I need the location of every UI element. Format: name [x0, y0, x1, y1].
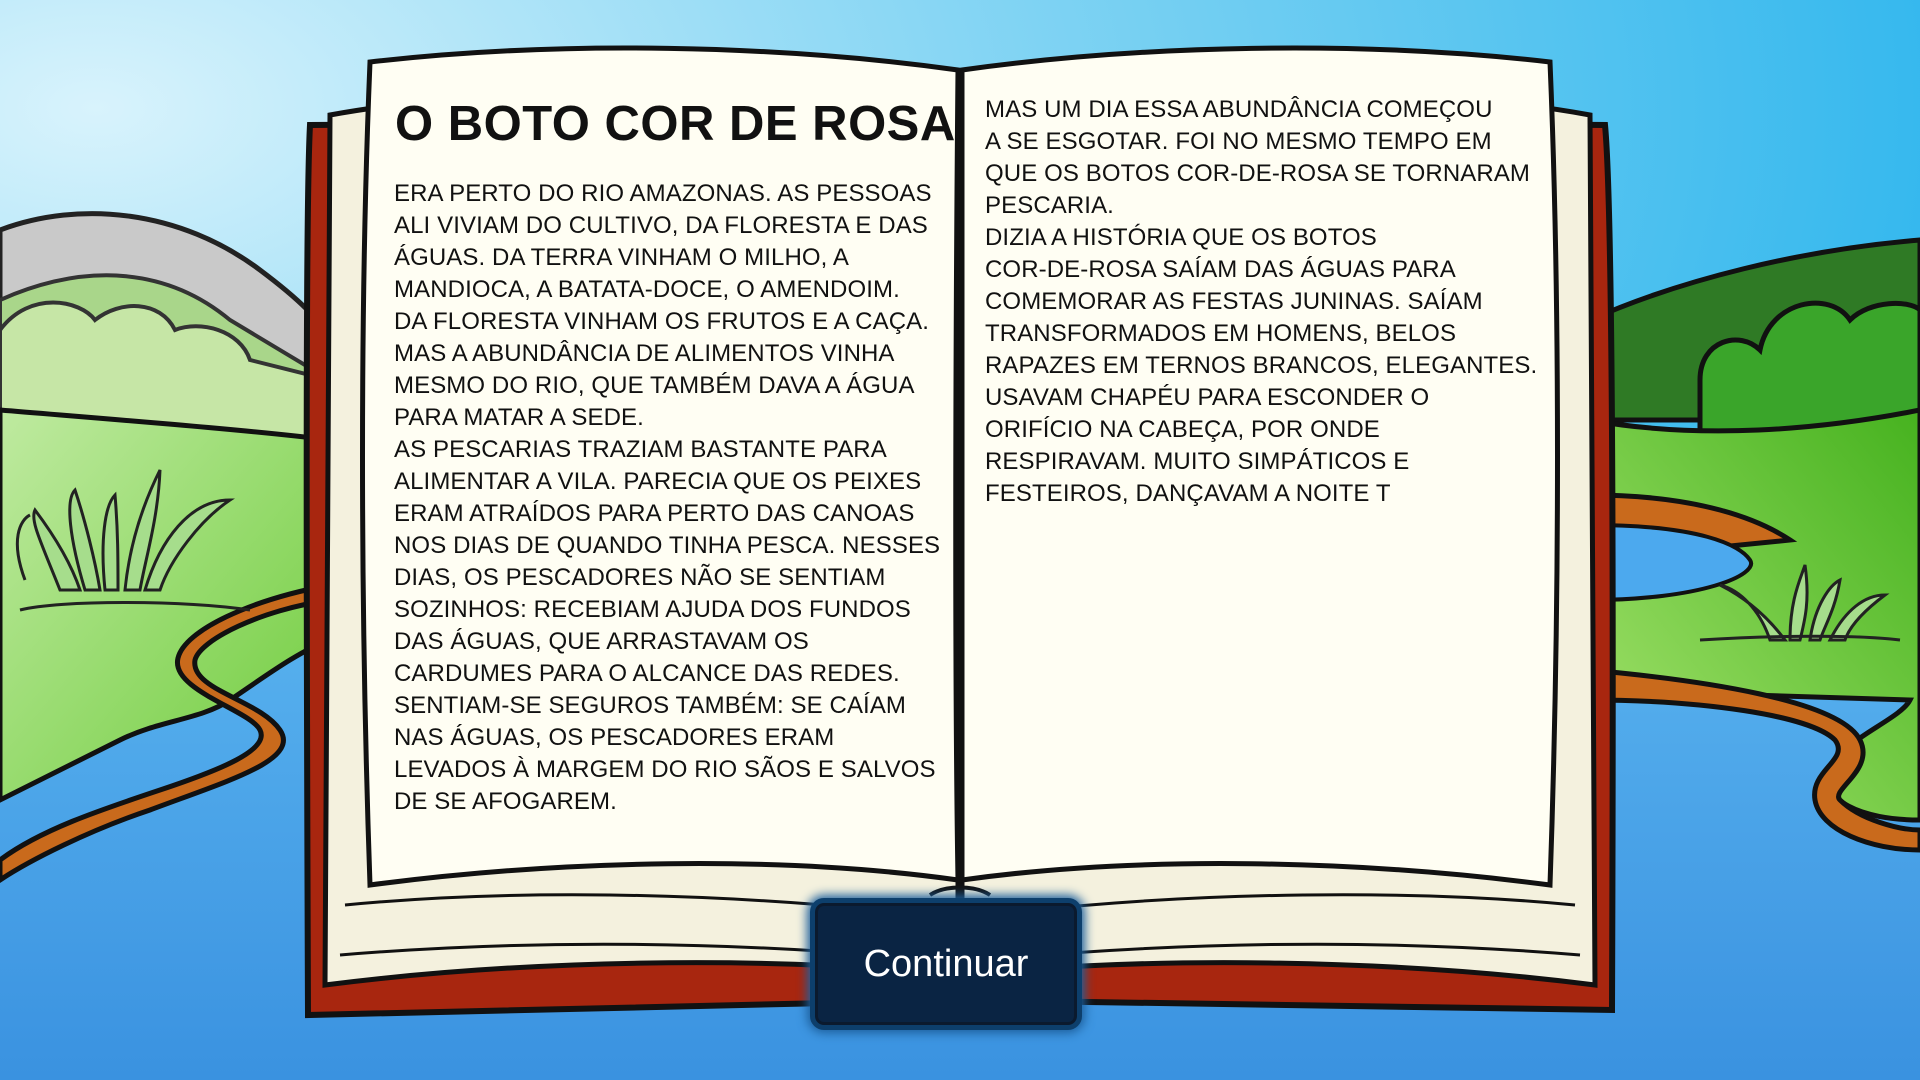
text-line: ERAM ATRAÍDOS PARA PERTO DAS CANOAS [394, 500, 915, 527]
text-line: DIZIA A HISTÓRIA QUE OS BOTOS [985, 224, 1377, 251]
text-line: ALI VIVIAM DO CULTIVO, DA FLORESTA E DAS [394, 212, 928, 239]
text-line: A SE ESGOTAR. FOI NO MESMO TEMPO EM [985, 128, 1492, 155]
text-line: NOS DIAS DE QUANDO TINHA PESCA. NESSES [394, 532, 941, 559]
text-line: COR-DE-ROSA SAÍAM DAS ÁGUAS PARA [985, 256, 1456, 283]
text-line: CARDUMES PARA O ALCANCE DAS REDES. [394, 660, 900, 687]
text-line: RESPIRAVAM. MUITO SIMPÁTICOS E [985, 448, 1410, 475]
text-line: RAPAZES EM TERNOS BRANCOS, ELEGANTES. [985, 352, 1538, 379]
text-line: ERA PERTO DO RIO AMAZONAS. AS PESSOAS [394, 180, 932, 207]
continue-button-label: Continuar [863, 942, 1029, 985]
book-spine [956, 70, 958, 880]
text-line: ALIMENTAR A VILA. PARECIA QUE OS PEIXES [394, 468, 922, 495]
text-line: MAS A ABUNDÂNCIA DE ALIMENTOS VINHA [394, 340, 895, 367]
text-line: MESMO DO RIO, QUE TAMBÉM DAVA A ÁGUA [394, 372, 915, 399]
left-page-text [394, 178, 940, 818]
text-line: QUE OS BOTOS COR-DE-ROSA SE TORNARAM [985, 160, 1531, 187]
right-page-text [985, 94, 1537, 510]
text-line: TRANSFORMADOS EM HOMENS, BELOS [985, 320, 1457, 347]
continue-button[interactable] [810, 898, 1082, 1030]
text-line: DE SE AFOGAREM. [394, 788, 617, 815]
text-line: PARA MATAR A SEDE. [394, 404, 644, 431]
text-line: SOZINHOS: RECEBIAM AJUDA DOS FUNDOS [394, 596, 911, 623]
text-line: LEVADOS À MARGEM DO RIO SÃOS E SALVOS [394, 756, 936, 783]
text-line: MANDIOCA, A BATATA-DOCE, O AMENDOIM. [394, 276, 900, 303]
text-line: FESTEIROS, DANÇAVAM A NOITE T [985, 480, 1391, 507]
text-line: DAS ÁGUAS, QUE ARRASTAVAM OS [394, 628, 809, 655]
text-line: AS PESCARIAS TRAZIAM BASTANTE PARA [394, 436, 887, 463]
text-line: PESCARIA. [985, 192, 1114, 219]
text-line: ORIFÍCIO NA CABEÇA, POR ONDE [985, 416, 1380, 443]
text-line: COMEMORAR AS FESTAS JUNINAS. SAÍAM [985, 288, 1483, 315]
text-line: USAVAM CHAPÉU PARA ESCONDER O [985, 384, 1430, 411]
text-line: DIAS, OS PESCADORES NÃO SE SENTIAM [394, 564, 886, 591]
text-line: SENTIAM-SE SEGUROS TAMBÉM: SE CAÍAM [394, 692, 907, 719]
text-line: MAS UM DIA ESSA ABUNDÂNCIA COMEÇOU [985, 96, 1493, 123]
text-line: ÁGUAS. DA TERRA VINHAM O MILHO, A [394, 244, 849, 271]
text-line: DA FLORESTA VINHAM OS FRUTOS E A CAÇA. [394, 308, 930, 335]
text-line: NAS ÁGUAS, OS PESCADORES ERAM [394, 724, 835, 751]
book-title: O BOTO COR DE ROSA [395, 97, 956, 151]
